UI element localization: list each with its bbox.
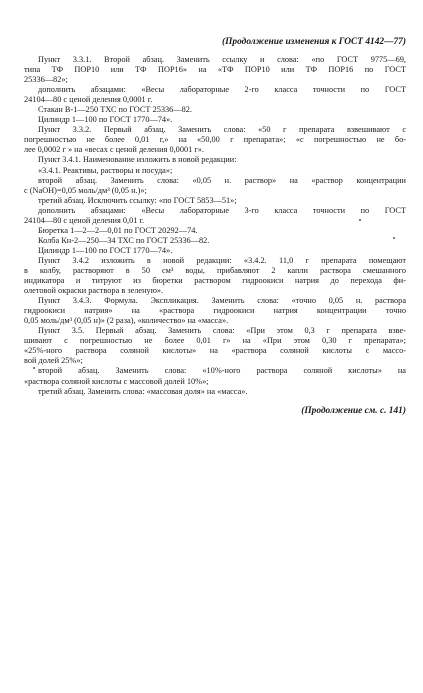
text-line: Пункт 3.5. Первый абзац. Заменить слова: «При этом 0,3 г препарата взве- [38, 326, 406, 336]
document-page [24, 36, 406, 417]
amendment-text [24, 55, 406, 397]
text-line: Пункт 3.3.2. Первый абзац. Заменить слова: «50 г препарата взвешивают с [38, 125, 406, 135]
text-line: вой долей 25%»; [24, 356, 83, 366]
text-line: дополнить абзацами: «Весы лабораторные 3-го класса точности по ГОСТ [38, 205, 406, 215]
text-line: 24104—80 с ценой деления 0,01 г. [24, 215, 145, 225]
text-line: Бюретка 1—2—2—0,01 по ГОСТ 20292—74. [38, 225, 198, 235]
scan-speck [393, 237, 395, 239]
text-line: 25336—82»; [24, 75, 68, 85]
text-line: Цилиндр 1—100 по ГОСТ 1770—74». [38, 115, 173, 125]
text-line: шивают с погрешностью не более 0,01 г» на «При этом 0,30 г препарата»; [24, 336, 406, 346]
scan-speck [359, 219, 361, 221]
continuation-footer: (Продолжение см. с. 141) [301, 405, 406, 416]
text-line: Стакан В-1—250 ТХС по ГОСТ 25336—82. [38, 105, 192, 115]
text-line: Пункт 3.3.1. Второй абзац. Заменить ссылку и слова: «по ГОСТ 9775—69, [38, 55, 406, 64]
text-line: Пункт 3.4.1. Наименование изложить в новой редакции: [38, 155, 237, 165]
text-line: «3.4.1. Реактивы, растворы и посуда»; [38, 165, 173, 175]
text-line: дополнить абзацами: «Весы лабораторные 2-го класса точности по ГОСТ [38, 85, 406, 95]
text-line: в колбу, растворяют в 50 см³ воды, прибавляют 2 капли раствора смешанного [24, 265, 406, 275]
scan-speck [33, 367, 35, 369]
text-line: Колба Кн-2—250—34 ТХС по ГОСТ 25336—82. [38, 235, 210, 245]
text-line: «раствора соляной кислоты с массовой долей 10%»; [24, 376, 209, 386]
text-line: второй абзац. Заменить слова: «10%-ного раствора соляной кислоты» на [38, 366, 406, 376]
text-line: гидроокиси натрия» на «раствора гидроокиси натрия концентрации точно [24, 306, 406, 316]
text-line: третий абзац. Заменить слова: «массовая доля» на «масса». [38, 386, 248, 396]
text-line: «25%-ного раствора соляной кислоты» на «раствора соляной кислоты с массо- [24, 346, 406, 356]
text-line: с (NaOH)=0,05 моль/дм³ (0,05 н.)»; [24, 185, 147, 195]
text-line: индикатора и титруют из бюретки раствором гидроокиси натрия до перехода фи- [24, 276, 406, 286]
text-line: погрешностью не более 0,01 г,» на «50,00 г препарата»; «с погрешностью не бо- [24, 135, 406, 145]
text-line: второй абзац. Заменить слова: «0,05 н. раствор» на «раствор концентрации [38, 175, 406, 185]
text-line: 0,05 моль/дм³ (0,05 н)» (2 раза), «количество» на «масса». [24, 316, 229, 326]
text-line: третий абзац. Исключить ссылку: «по ГОСТ 5853—51»; [38, 195, 237, 205]
text-line: Пункт 3.4.2 изложить в новой редакции: «3.4.2. 11,0 г препарата помещают [38, 255, 406, 265]
text-line: 24104—80 с ценой деления 0,0001 г. [24, 95, 153, 105]
continuation-header: (Продолжение изменения к ГОСТ 4142—77) [222, 37, 406, 47]
text-line: олетовой окраски раствора в зеленую». [24, 286, 164, 296]
text-line: типа ТФ ПОР10 или ТФ ПОР16» на «ТФ ПОР10 или ТФ ПОР16 по ГОСТ [24, 65, 406, 75]
text-line: Пункт 3.4.3. Формула. Экспликация. Заменить слова: «точно 0,05 н. раствора [38, 296, 406, 306]
text-line: Цилиндр 1—100 по ГОСТ 1770—74». [38, 245, 173, 255]
text-line: лее 0,0002 г » на «весах с ценой деления 0,0001 г». [24, 145, 204, 155]
